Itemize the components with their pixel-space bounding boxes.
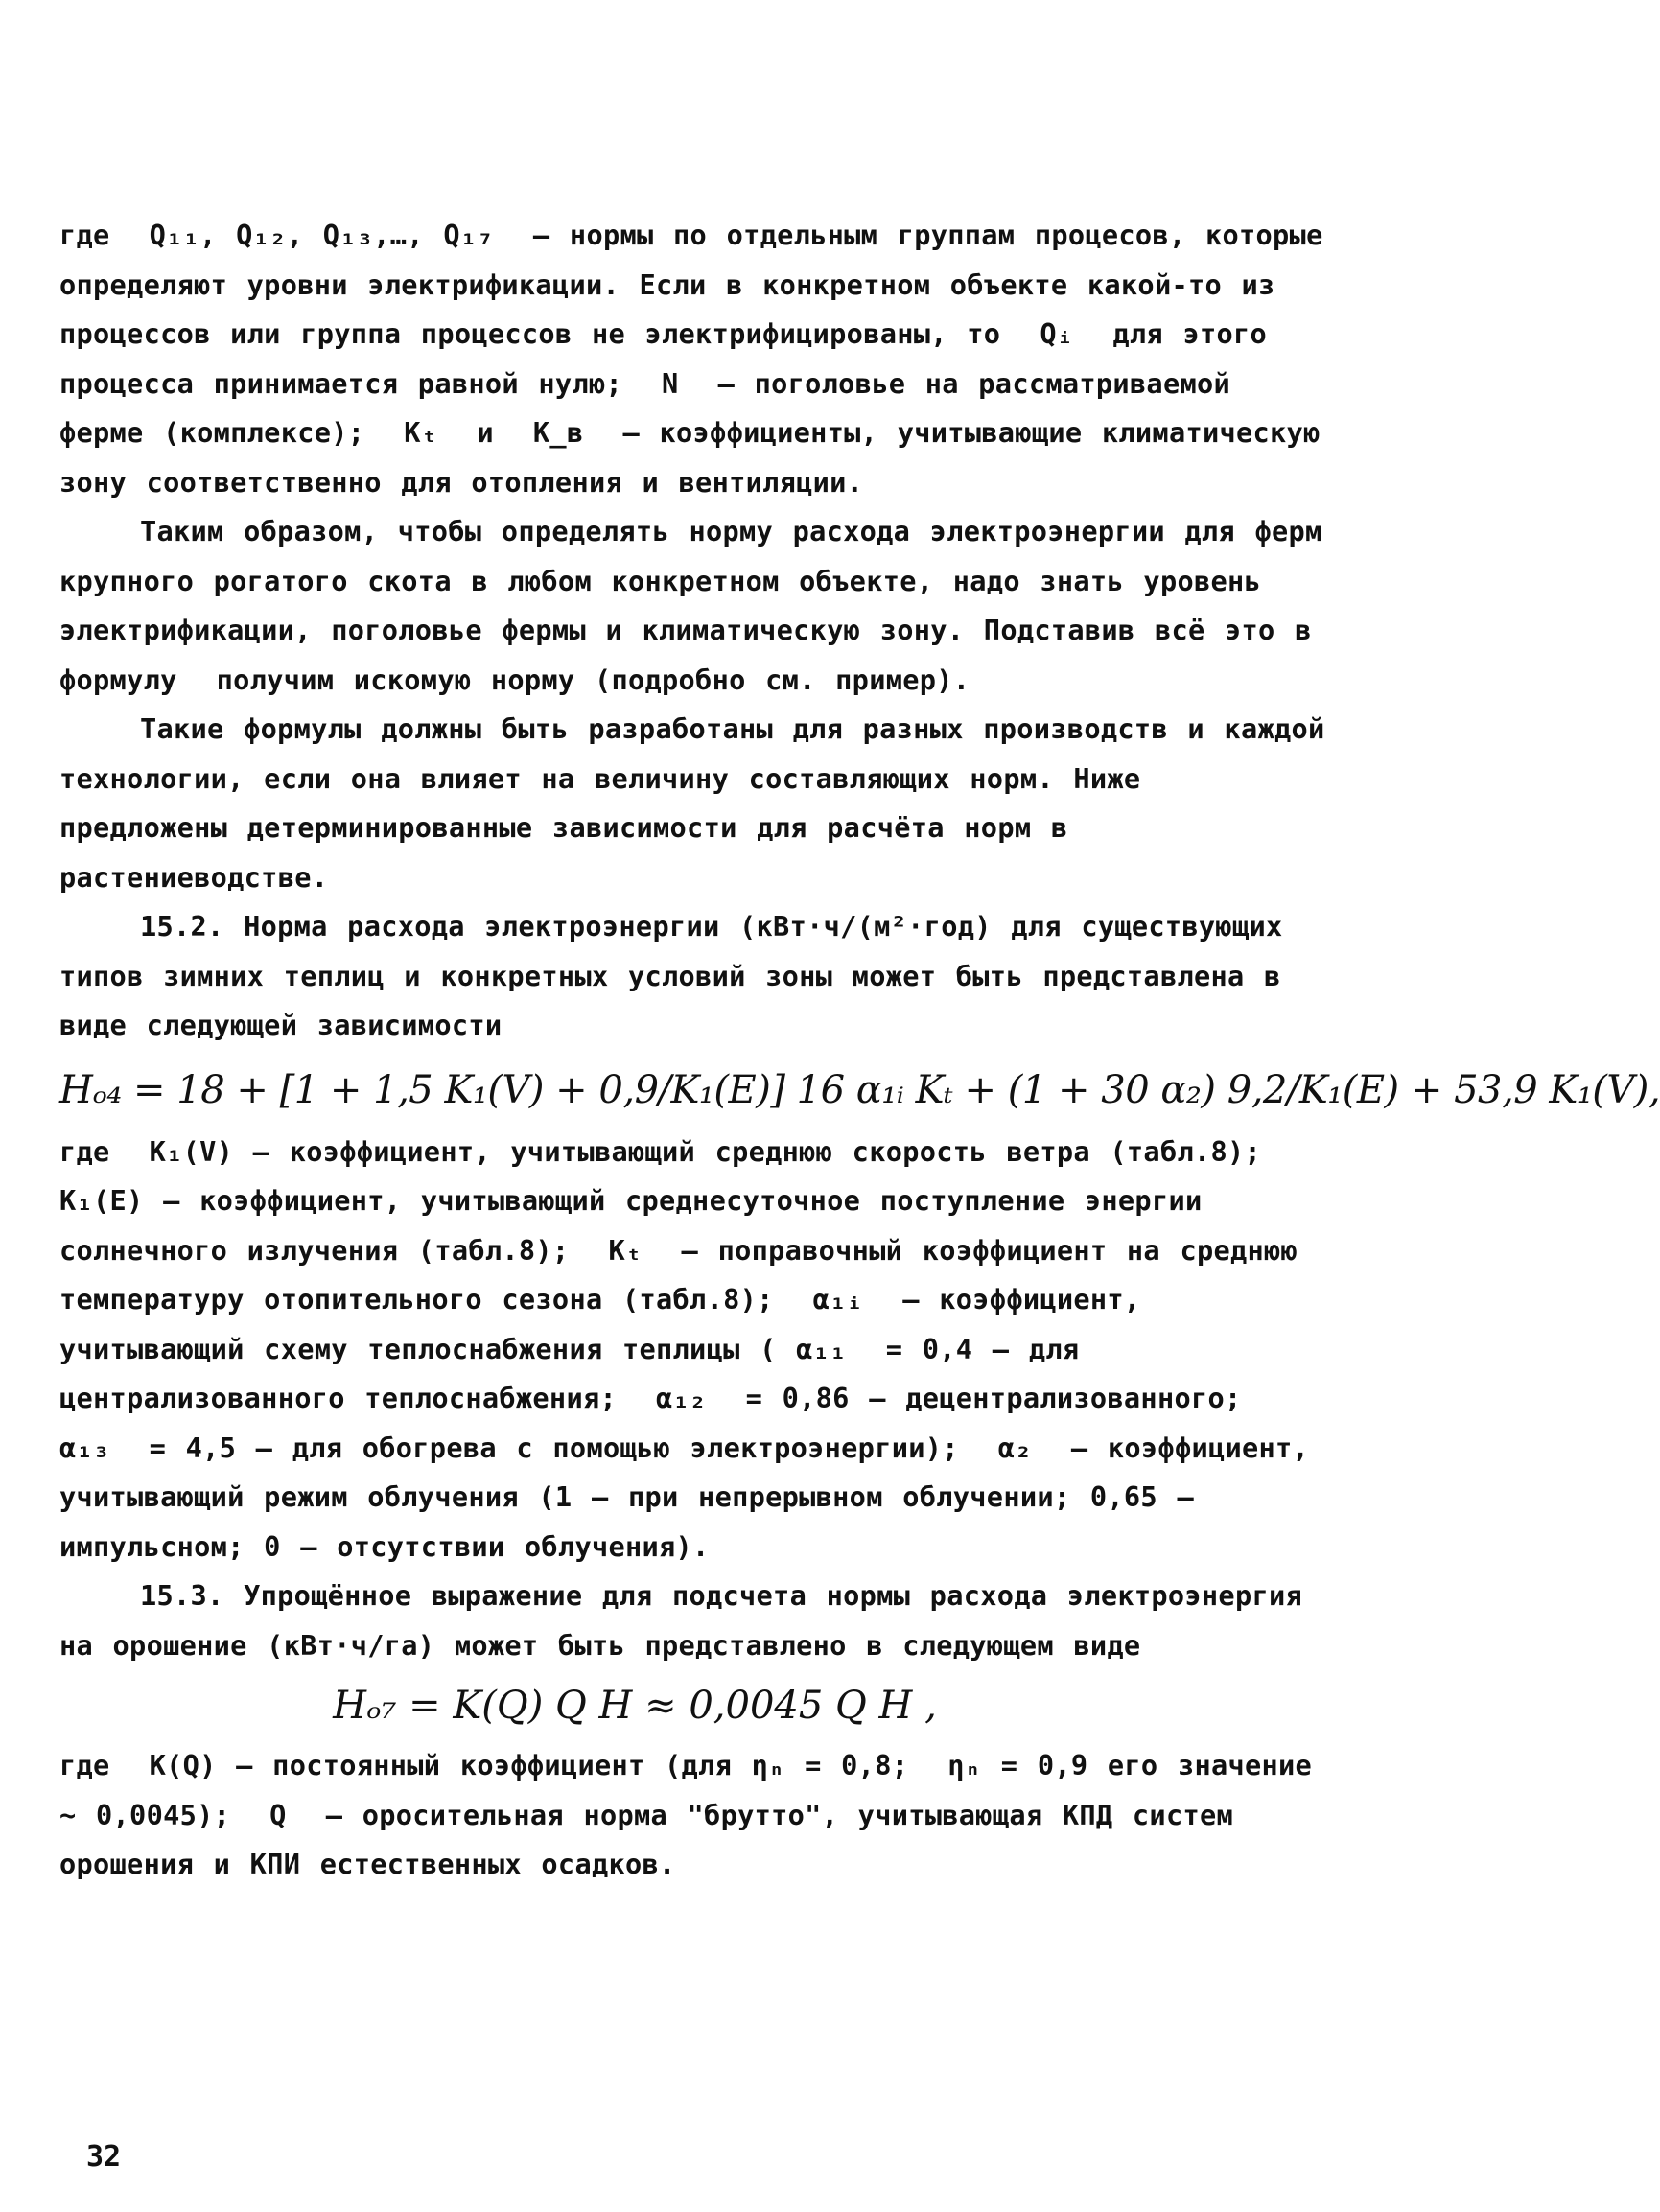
paragraph-formulas-development: Такие формулы должны быть разработаны для разных производств и каждой технологии, если она влияет на величину составляющих норм. Ниже предложены детерминированные зависимости для расчёта норм в растениеводстве. <box>59 712 1345 894</box>
page-number: 32 <box>86 2140 122 2174</box>
paragraph-norms-definition: где Q₁₁, Q₁₂, Q₁₃,…, Q₁₇ – нормы по отдельным группам процесов, которые определяют уровни электрификации. Если в конкретном объекте какой-то из процессов или группа процессов не электрифицированы, то Qᵢ для этого процесса принимается равной нулю; N – поголовье на рассматриваемой ферме (комплексе); Kₜ и K_в – коэффициенты, учитывающие климатическую зону соответственно для отопления и вентиляции. <box>59 219 1344 499</box>
paragraph-method-summary: Таким образом, чтобы определять норму расхода электроэнергии для ферм крупного рогатого скота в любом конкретном объекте, надо знать уровень электрификации, поголовье фермы и климатическую зону. Подставив всё это в формулу получим искомую норму (подробно см. пример). <box>59 515 1343 696</box>
formula-greenhouse: Hₒ₄ = 18 + [1 + 1,5 K₁(V) + 0,9/K₁(E)] 16 α₁ᵢ Kₜ + (1 + 30 α₂) 9,2/K₁(E) + 53,9 K₁(V), <box>59 1067 1660 1112</box>
paragraph-irrigation-norm: 15.3. Упрощённое выражение для подсчета нормы расхода электроэнергия на орошение (кВт·ч/га) может быть представлено в следующем виде <box>59 1579 1322 1662</box>
paragraph-irrigation-coefficients: где K(Q) – постоянный коэффициент (для ηₙ = 0,8; ηₙ = 0,9 его значение ~ 0,0045); Q – оросительная норма "брутто", учитывающая КПД систем орошения и КПИ естественных осадков. <box>59 1749 1332 1880</box>
formula-irrigation: Hₒ₇ = K(Q) Q H ≈ 0,0045 Q H , <box>333 1684 937 1728</box>
document-page <box>59 211 1660 1890</box>
paragraph-coefficients: где K₁(V) – коэффициент, учитывающий среднюю скорость ветра (табл.8); K₁(E) – коэффициент, учитывающий среднесуточное поступление энергии солнечного излучения (табл.8); Kₜ – поправочный коэффициент на среднюю температуру отопительного сезона (табл.8); α₁ᵢ – коэффициент, учитывающий схему теплоснабжения теплицы ( α₁₁ = 0,4 – для централизованного теплоснабжения; α₁₂ = 0,86 – децентрализованного; α₁₃ = 4,5 – для обогрева с помощью электроэнергии); α₂ – коэффициент, учитывающий режим облучения (1 – при непрерывном облучении; 0,65 – импульсном; 0 – отсутствии облучения). <box>59 1134 1329 1563</box>
paragraph-greenhouse-norm: 15.2. Норма расхода электроэнергии (кВт·ч/(м²·год) для существующих типов зимних теплиц и конкретных условий зоны может быть представлена в виде следующей зависимости <box>59 910 1303 1041</box>
